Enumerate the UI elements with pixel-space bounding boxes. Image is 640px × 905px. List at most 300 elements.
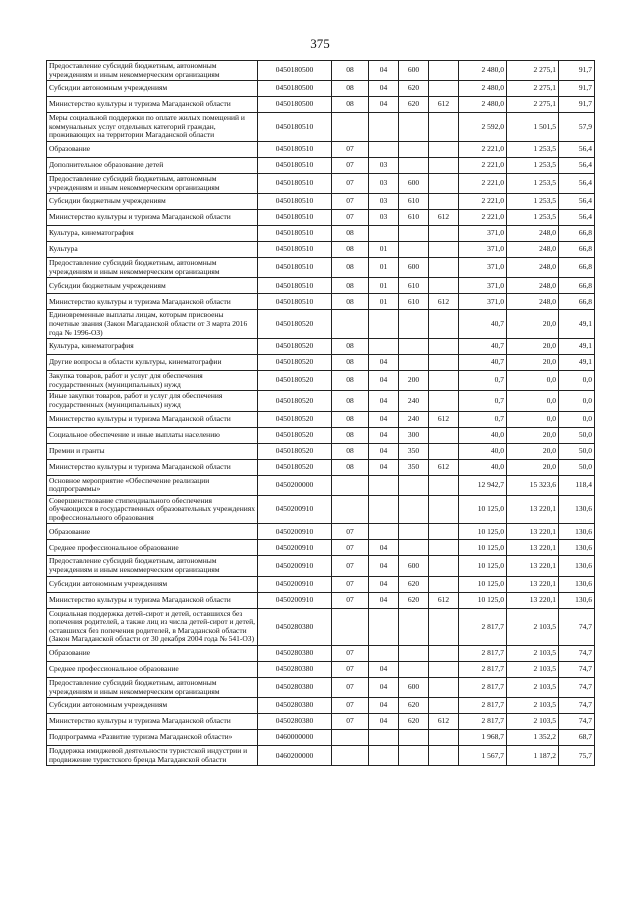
row-percent: 66,8: [559, 294, 595, 310]
row-subsection: 03: [369, 173, 399, 193]
row-code: 0450280380: [258, 662, 332, 678]
row-code: 0450180520: [258, 355, 332, 371]
table-row: [47, 61, 595, 81]
row-name: Министерство культуры и туризма Магаданской области: [47, 411, 258, 427]
table-row: [47, 81, 595, 97]
row-amount-plan: 40,0: [459, 443, 507, 459]
row-name: Субсидии автономным учреждениям: [47, 576, 258, 592]
row-expense-type: 610: [399, 194, 429, 210]
row-expense-type: [399, 242, 429, 258]
row-percent: 74,7: [559, 714, 595, 730]
row-ministry-code: [429, 226, 459, 242]
row-ministry-code: [429, 81, 459, 97]
row-amount-plan: 2 221,0: [459, 194, 507, 210]
row-name: Предоставление субсидий бюджетным, автономным учреждениям и иным некоммерческим организациям: [47, 556, 258, 576]
table-row: [47, 242, 595, 258]
row-percent: 66,8: [559, 242, 595, 258]
row-section: [332, 310, 369, 339]
row-ministry-code: [429, 495, 459, 524]
row-percent: 130,6: [559, 524, 595, 540]
table-row: [47, 678, 595, 698]
row-ministry-code: [429, 278, 459, 294]
row-code: 0450180510: [258, 194, 332, 210]
row-amount-plan: 2 221,0: [459, 173, 507, 193]
row-subsection: [369, 730, 399, 746]
row-name: Совершенствование стипендиального обеспечения обучающихся в государственных образовательных учреждениях профессионального образования: [47, 495, 258, 524]
table-row: [47, 294, 595, 310]
row-code: 0450280380: [258, 714, 332, 730]
row-expense-type: 620: [399, 698, 429, 714]
row-subsection: 04: [369, 714, 399, 730]
table-row: [47, 556, 595, 576]
row-expense-type: [399, 730, 429, 746]
row-subsection: 03: [369, 210, 399, 226]
row-ministry-code: [429, 427, 459, 443]
row-name: Другие вопросы в области культуры, кинематографии: [47, 355, 258, 371]
table-row: [47, 210, 595, 226]
row-percent: 56,4: [559, 157, 595, 173]
row-code: 0450200910: [258, 524, 332, 540]
row-percent: 49,1: [559, 310, 595, 339]
row-ministry-code: [429, 646, 459, 662]
table-row: [47, 608, 595, 645]
row-amount-actual: 2 103,5: [507, 608, 559, 645]
row-section: 08: [332, 61, 369, 81]
row-amount-actual: 1 352,2: [507, 730, 559, 746]
row-ministry-code: [429, 678, 459, 698]
row-name: Подпрограмма «Развитие туризма Магаданской области»: [47, 730, 258, 746]
row-section: 07: [332, 210, 369, 226]
row-section: 07: [332, 592, 369, 608]
row-amount-plan: 10 125,0: [459, 592, 507, 608]
row-name: Закупка товаров, работ и услуг для обеспечения государственных (муниципальных) нужд: [47, 371, 258, 391]
row-subsection: 01: [369, 294, 399, 310]
row-subsection: 03: [369, 194, 399, 210]
row-section: 07: [332, 173, 369, 193]
row-amount-plan: 2 592,0: [459, 113, 507, 142]
row-code: 0450200000: [258, 475, 332, 495]
row-code: 0450180500: [258, 81, 332, 97]
table-row: [47, 194, 595, 210]
row-ministry-code: [429, 475, 459, 495]
row-expense-type: [399, 355, 429, 371]
row-amount-plan: 1 968,7: [459, 730, 507, 746]
row-code: 0450180510: [258, 294, 332, 310]
row-section: 07: [332, 576, 369, 592]
row-amount-actual: 20,0: [507, 459, 559, 475]
row-percent: 66,8: [559, 278, 595, 294]
row-subsection: 04: [369, 592, 399, 608]
row-section: 08: [332, 443, 369, 459]
row-expense-type: 620: [399, 714, 429, 730]
row-percent: 56,4: [559, 210, 595, 226]
row-expense-type: [399, 226, 429, 242]
page-number: 375: [310, 36, 330, 51]
row-name: Дополнительное образование детей: [47, 157, 258, 173]
row-expense-type: 620: [399, 81, 429, 97]
table-row: [47, 746, 595, 766]
row-section: 08: [332, 242, 369, 258]
row-amount-actual: 2 275,1: [507, 97, 559, 113]
row-ministry-code: [429, 173, 459, 193]
row-amount-actual: 20,0: [507, 355, 559, 371]
row-amount-plan: 2 817,7: [459, 608, 507, 645]
row-expense-type: [399, 662, 429, 678]
row-name: Образование: [47, 524, 258, 540]
row-amount-plan: 10 125,0: [459, 524, 507, 540]
row-subsection: 01: [369, 278, 399, 294]
row-name: Культура: [47, 242, 258, 258]
row-amount-actual: 13 220,1: [507, 556, 559, 576]
row-expense-type: 350: [399, 443, 429, 459]
row-percent: 50,0: [559, 443, 595, 459]
row-ministry-code: [429, 339, 459, 355]
row-expense-type: 620: [399, 576, 429, 592]
row-code: 0460000000: [258, 730, 332, 746]
row-amount-actual: 13 220,1: [507, 495, 559, 524]
row-ministry-code: [429, 194, 459, 210]
row-ministry-code: [429, 608, 459, 645]
row-section: 08: [332, 278, 369, 294]
row-percent: 75,7: [559, 746, 595, 766]
row-percent: 74,7: [559, 662, 595, 678]
row-subsection: [369, 310, 399, 339]
row-expense-type: 600: [399, 678, 429, 698]
row-amount-actual: 1 187,2: [507, 746, 559, 766]
row-amount-actual: 13 220,1: [507, 592, 559, 608]
row-amount-plan: 40,7: [459, 310, 507, 339]
row-section: 08: [332, 411, 369, 427]
row-expense-type: [399, 608, 429, 645]
row-code: 0450180520: [258, 443, 332, 459]
row-expense-type: [399, 475, 429, 495]
table-row: [47, 391, 595, 411]
row-ministry-code: [429, 556, 459, 576]
row-section: 08: [332, 459, 369, 475]
row-expense-type: [399, 746, 429, 766]
row-subsection: [369, 226, 399, 242]
table-row: [47, 278, 595, 294]
row-ministry-code: [429, 157, 459, 173]
row-amount-actual: 248,0: [507, 258, 559, 278]
row-amount-actual: 248,0: [507, 242, 559, 258]
row-section: 08: [332, 391, 369, 411]
row-subsection: 04: [369, 556, 399, 576]
row-ministry-code: [429, 141, 459, 157]
row-percent: 56,4: [559, 173, 595, 193]
row-code: 0450180510: [258, 173, 332, 193]
row-section: 08: [332, 81, 369, 97]
row-subsection: 04: [369, 355, 399, 371]
row-subsection: [369, 113, 399, 142]
row-subsection: 04: [369, 411, 399, 427]
row-name: Культура, кинематография: [47, 226, 258, 242]
row-ministry-code: 612: [429, 210, 459, 226]
row-expense-type: 620: [399, 592, 429, 608]
row-expense-type: 240: [399, 411, 429, 427]
row-name: Министерство культуры и туризма Магаданской области: [47, 714, 258, 730]
row-subsection: 04: [369, 81, 399, 97]
table-row: [47, 355, 595, 371]
table-row: [47, 427, 595, 443]
row-section: [332, 746, 369, 766]
row-expense-type: [399, 540, 429, 556]
row-subsection: [369, 646, 399, 662]
row-amount-plan: 0,7: [459, 391, 507, 411]
row-amount-actual: 0,0: [507, 391, 559, 411]
row-name: Предоставление субсидий бюджетным, автономным учреждениям и иным некоммерческим организациям: [47, 173, 258, 193]
row-ministry-code: 612: [429, 411, 459, 427]
row-amount-actual: 2 103,5: [507, 646, 559, 662]
table-row: [47, 540, 595, 556]
row-percent: 74,7: [559, 698, 595, 714]
row-amount-actual: 2 103,5: [507, 698, 559, 714]
row-amount-plan: 0,7: [459, 371, 507, 391]
row-amount-actual: 1 253,5: [507, 157, 559, 173]
table-row: [47, 730, 595, 746]
row-ministry-code: 612: [429, 592, 459, 608]
row-amount-actual: 20,0: [507, 443, 559, 459]
row-amount-actual: 1 253,5: [507, 141, 559, 157]
row-amount-plan: 12 942,7: [459, 475, 507, 495]
row-section: 08: [332, 339, 369, 355]
row-section: [332, 113, 369, 142]
row-percent: 0,0: [559, 371, 595, 391]
table-row: [47, 141, 595, 157]
row-code: 0450180510: [258, 226, 332, 242]
row-amount-plan: 0,7: [459, 411, 507, 427]
row-name: Единовременные выплаты лицам, которым присвоены почетные звания (Закон Магаданской области от 3 марта 2016 года № 1996-ОЗ): [47, 310, 258, 339]
row-section: [332, 495, 369, 524]
row-expense-type: [399, 310, 429, 339]
row-ministry-code: [429, 698, 459, 714]
row-expense-type: [399, 646, 429, 662]
row-code: 0450280380: [258, 646, 332, 662]
row-ministry-code: [429, 113, 459, 142]
row-amount-actual: 15 323,6: [507, 475, 559, 495]
table-row: [47, 157, 595, 173]
row-subsection: 04: [369, 97, 399, 113]
row-amount-actual: 20,0: [507, 310, 559, 339]
row-section: 08: [332, 371, 369, 391]
row-amount-actual: 13 220,1: [507, 576, 559, 592]
budget-table: [46, 60, 595, 766]
row-expense-type: [399, 495, 429, 524]
row-code: 0450180520: [258, 411, 332, 427]
row-amount-plan: 40,0: [459, 427, 507, 443]
row-amount-plan: 371,0: [459, 294, 507, 310]
row-code: 0450180520: [258, 371, 332, 391]
row-name: Культура, кинематография: [47, 339, 258, 355]
row-section: 08: [332, 258, 369, 278]
row-code: 0450180510: [258, 278, 332, 294]
row-section: 08: [332, 427, 369, 443]
row-percent: 66,8: [559, 226, 595, 242]
row-code: 0450280380: [258, 608, 332, 645]
row-expense-type: 620: [399, 97, 429, 113]
row-expense-type: [399, 113, 429, 142]
row-amount-plan: 371,0: [459, 242, 507, 258]
row-amount-plan: 2 221,0: [459, 141, 507, 157]
table-row: [47, 495, 595, 524]
row-code: 0450180520: [258, 459, 332, 475]
table-row: [47, 339, 595, 355]
row-ministry-code: [429, 443, 459, 459]
row-code: 0450180520: [258, 427, 332, 443]
row-code: 0450180510: [258, 157, 332, 173]
row-amount-actual: 248,0: [507, 278, 559, 294]
row-amount-plan: 40,7: [459, 355, 507, 371]
row-subsection: 04: [369, 678, 399, 698]
row-expense-type: 600: [399, 61, 429, 81]
row-name: Социальное обеспечение и иные выплаты населению: [47, 427, 258, 443]
row-percent: 130,6: [559, 556, 595, 576]
row-amount-plan: 2 817,7: [459, 678, 507, 698]
row-section: 08: [332, 294, 369, 310]
row-name: Субсидии бюджетным учреждениям: [47, 194, 258, 210]
row-subsection: 01: [369, 258, 399, 278]
row-section: 08: [332, 97, 369, 113]
row-name: Министерство культуры и туризма Магаданской области: [47, 210, 258, 226]
row-percent: 57,9: [559, 113, 595, 142]
row-amount-plan: 2 480,0: [459, 97, 507, 113]
row-expense-type: 610: [399, 278, 429, 294]
row-ministry-code: 612: [429, 459, 459, 475]
row-subsection: 04: [369, 427, 399, 443]
row-amount-actual: 2 275,1: [507, 81, 559, 97]
row-name: Среднее профессиональное образование: [47, 540, 258, 556]
row-expense-type: 240: [399, 391, 429, 411]
row-code: 0450280380: [258, 698, 332, 714]
row-amount-actual: 2 275,1: [507, 61, 559, 81]
row-code: 0450200910: [258, 556, 332, 576]
row-name: Субсидии автономным учреждениям: [47, 698, 258, 714]
table-row: [47, 524, 595, 540]
row-amount-actual: 0,0: [507, 371, 559, 391]
row-expense-type: 610: [399, 210, 429, 226]
row-section: 07: [332, 141, 369, 157]
table-row: [47, 226, 595, 242]
table-row: [47, 310, 595, 339]
row-percent: 74,7: [559, 678, 595, 698]
row-code: 0450180510: [258, 258, 332, 278]
table-row: [47, 371, 595, 391]
row-amount-actual: 248,0: [507, 294, 559, 310]
row-expense-type: [399, 339, 429, 355]
row-code: 0450200910: [258, 495, 332, 524]
row-code: 0450180510: [258, 141, 332, 157]
row-amount-actual: 20,0: [507, 427, 559, 443]
row-amount-plan: 10 125,0: [459, 495, 507, 524]
row-name: Предоставление субсидий бюджетным, автономным учреждениям и иным некоммерческим организациям: [47, 678, 258, 698]
row-amount-plan: 371,0: [459, 278, 507, 294]
row-amount-actual: 2 103,5: [507, 678, 559, 698]
row-ministry-code: [429, 662, 459, 678]
row-subsection: [369, 141, 399, 157]
row-section: 07: [332, 194, 369, 210]
row-expense-type: [399, 157, 429, 173]
row-subsection: 04: [369, 391, 399, 411]
table-row: [47, 698, 595, 714]
row-code: 0450180500: [258, 97, 332, 113]
row-code: 0450180520: [258, 310, 332, 339]
row-subsection: 04: [369, 443, 399, 459]
row-percent: 0,0: [559, 391, 595, 411]
table-row: [47, 592, 595, 608]
row-code: 0460200000: [258, 746, 332, 766]
table-row: [47, 443, 595, 459]
row-subsection: 04: [369, 61, 399, 81]
row-amount-plan: 10 125,0: [459, 576, 507, 592]
row-percent: 130,6: [559, 495, 595, 524]
row-subsection: 04: [369, 459, 399, 475]
row-section: 07: [332, 646, 369, 662]
row-section: 07: [332, 698, 369, 714]
row-percent: 50,0: [559, 459, 595, 475]
row-subsection: [369, 524, 399, 540]
row-code: 0450180510: [258, 242, 332, 258]
row-code: 0450180520: [258, 339, 332, 355]
row-section: 08: [332, 226, 369, 242]
row-percent: 130,6: [559, 576, 595, 592]
row-name: Министерство культуры и туризма Магаданской области: [47, 97, 258, 113]
row-percent: 49,1: [559, 355, 595, 371]
row-expense-type: 600: [399, 556, 429, 576]
row-percent: 56,4: [559, 194, 595, 210]
row-amount-plan: 1 567,7: [459, 746, 507, 766]
row-subsection: [369, 339, 399, 355]
row-percent: 91,7: [559, 81, 595, 97]
row-expense-type: [399, 141, 429, 157]
row-section: 07: [332, 556, 369, 576]
row-code: 0450180510: [258, 113, 332, 142]
row-amount-actual: 2 103,5: [507, 662, 559, 678]
row-amount-plan: 10 125,0: [459, 556, 507, 576]
row-section: 07: [332, 524, 369, 540]
row-ministry-code: [429, 391, 459, 411]
row-section: [332, 608, 369, 645]
row-ministry-code: [429, 540, 459, 556]
row-name: Субсидии автономным учреждениям: [47, 81, 258, 97]
row-amount-actual: 2 103,5: [507, 714, 559, 730]
row-amount-plan: 2 221,0: [459, 210, 507, 226]
row-percent: 74,7: [559, 646, 595, 662]
table-row: [47, 173, 595, 193]
row-subsection: 04: [369, 698, 399, 714]
row-ministry-code: [429, 355, 459, 371]
table-row: [47, 258, 595, 278]
row-name: Премии и гранты: [47, 443, 258, 459]
row-name: Поддержка имиджевой деятельности туристской индустрии и продвижение туристского бренда Магаданской области: [47, 746, 258, 766]
row-subsection: 03: [369, 157, 399, 173]
row-percent: 49,1: [559, 339, 595, 355]
row-expense-type: 600: [399, 173, 429, 193]
row-name: Министерство культуры и туризма Магаданской области: [47, 459, 258, 475]
row-subsection: 04: [369, 576, 399, 592]
row-ministry-code: [429, 61, 459, 81]
table-row: [47, 459, 595, 475]
row-amount-actual: 20,0: [507, 339, 559, 355]
row-expense-type: 300: [399, 427, 429, 443]
row-name: Министерство культуры и туризма Магаданской области: [47, 592, 258, 608]
table-row: [47, 475, 595, 495]
row-ministry-code: 612: [429, 714, 459, 730]
row-code: 0450280380: [258, 678, 332, 698]
row-percent: 66,8: [559, 258, 595, 278]
row-percent: 130,6: [559, 540, 595, 556]
row-section: [332, 730, 369, 746]
table-row: [47, 97, 595, 113]
